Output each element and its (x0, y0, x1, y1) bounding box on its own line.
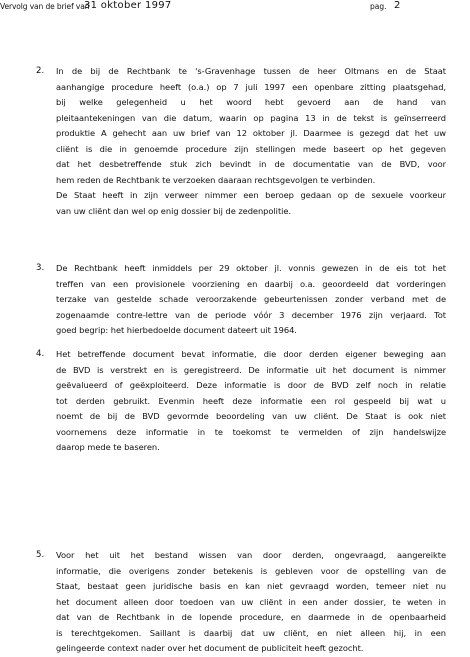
paragraph-body (56, 261, 446, 339)
text-line: pleitaantekeningen van die datum, waarin op pagina 13 in de tekst is geïnserreerd (56, 112, 446, 123)
page-header (0, 0, 470, 16)
paragraph-number: 5. (36, 550, 45, 560)
text-line: daarop mede te baseren. (56, 442, 160, 452)
text-line: cliënt is die in genoemde procedure zijn stellingen mede baseert op het gegeven (56, 143, 446, 154)
text-line: De Rechtbank heeft inmiddels per 29 oktober jl. vonnis gewezen in de eis tot het (56, 263, 446, 273)
text-line: dat het desbetreffende stuk zich bevindt in de documentatie van de BVD, voor (56, 159, 446, 169)
text-line: bij welke gelegenheid u het woord hebt gevoerd aan de hand van (56, 97, 446, 107)
text-line: treffen van een provisionele voorziening en daarbij o.a. geoordeeld dat vorderingen (56, 278, 446, 289)
header-continuation-label: Vervolg van de brief van (0, 2, 90, 11)
paragraph-number: 3. (36, 263, 45, 273)
header-letter-date: 31 oktober 1997 (84, 0, 172, 11)
text-line: voornemens deze informatie in te toekomst te vermelden of zijn handelswijze (56, 426, 446, 437)
text-line: dat van de Rechtbank in de lopende procedure, en daarmede in de openbaarheid (56, 612, 446, 622)
text-line: de BVD is verstrekt en is geregistreerd. De informatie uit het document is nimmer (56, 364, 446, 375)
text-line: terzake van gestelde schade veroorzakende gebeurtenissen zonder verband met de (56, 294, 446, 304)
text-line: hem reden de Rechtbank te verzoeken daaraan rechtsgevolgen te verbinden. (56, 174, 376, 185)
text-line: noemt de bij de BVD gevormde beoordeling van uw cliënt. De Staat is ook niet (56, 411, 446, 421)
text-line: goed begrip: het hierbedoelde document dateert uit 1964. (56, 325, 297, 335)
paragraph-body (56, 347, 446, 456)
text-line: De Staat heeft in zijn verweer nimmer een beroep gedaan op de sexuele voorkeur (56, 190, 446, 200)
text-line: het document alleen door toedoen van uw cliënt in een ander dossier, te weten in (56, 596, 446, 607)
text-line: geëvalueerd of geëxploiteerd. Deze informatie is door de BVD zelf noch in relatie (56, 380, 446, 390)
text-line: Staat, bestaat geen juridische basis en kan niet gevraagd worden, temeer niet nu (56, 581, 446, 591)
text-line: gelingeerde context nader over het document de publiciteit heeft gezocht. (56, 643, 364, 653)
text-line: van uw cliënt dan wel op enig dossier bij de zedenpolitie. (56, 205, 292, 216)
text-line: Voor het uit het bestand wissen van door derden, ongevraagd, aangereikte (56, 550, 446, 560)
text-line: Het betreffende document bevat informatie, die door derden eigener beweging aan (56, 349, 446, 359)
text-line: aanhangige procedure heeft (o.a.) op 7 juli 1997 een openbare zitting plaatsgehad, (56, 81, 446, 92)
text-line: tot derden gebruikt. Evenmin heeft deze informatie een rol gespeeld bij wat u (56, 395, 446, 406)
text-line: In de bij de Rechtbank te 's-Gravenhage tussen de heer Oltmans en de Staat (56, 66, 446, 76)
paragraph-body (56, 548, 446, 657)
text-line: informatie, die overigens zonder betekenis is gebleven voor de opstelling van de (56, 565, 446, 576)
paragraph-number: 2. (36, 66, 45, 76)
text-line: zogenaamde contre-lettre van de periode vóór 3 december 1976 zijn verjaard. Tot (56, 309, 446, 320)
paragraph-body (56, 64, 446, 219)
header-page-number: 2 (394, 0, 401, 11)
header-page-label: pag. (370, 2, 387, 11)
text-line: produktie A gehecht aan uw brief van 12 oktober jl. Daarmee is gezegd dat het uw (56, 128, 446, 138)
text-line: is terechtgekomen. Saillant is daarbij dat uw cliënt, en niet alleen hij, in een (56, 627, 446, 638)
paragraph-number: 4. (36, 349, 45, 359)
